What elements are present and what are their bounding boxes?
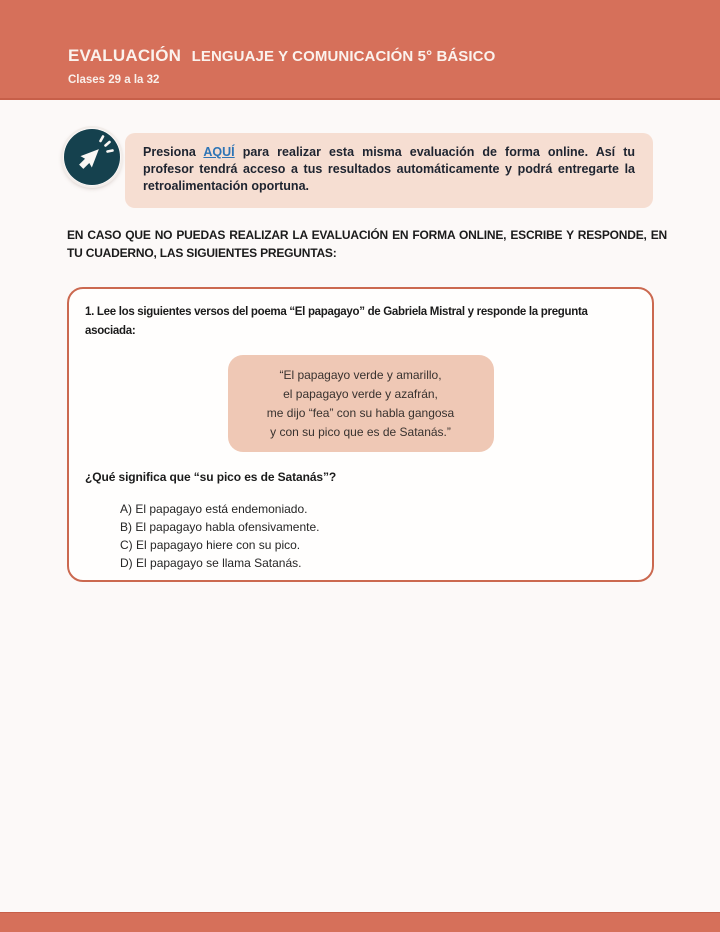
online-notice-box [125,133,653,208]
option-d-label: D) [120,556,133,570]
option-a-label: A) [120,502,132,516]
title-subject: LENGUAJE Y COMUNICACIÓN 5° BÁSICO [191,48,496,65]
question-card [67,287,654,582]
header-band [0,0,720,100]
question-prompt: 1. Lee los siguientes versos del poema “El papagayo” de Gabriela Mistral y responde la pregunta asociada: [85,306,588,337]
notice-text-post: para realizar esta misma evaluación de forma online. Así tu profesor tendrá acceso a tus resultados automáticamente y podrá entregarte la retroalimentación oportuna. [143,145,635,193]
cursor-click-icon-svg [63,128,121,186]
option-c-text: El papagayo hiere con su pico. [136,538,301,552]
page-title [68,46,495,66]
question-text: ¿Qué significa que “su pico es de Satanás”? [85,470,337,484]
poem-line: y con su pico que es de Satanás.” [270,425,451,439]
poem-box [228,355,494,452]
option-b [120,518,652,536]
option-a [120,500,652,518]
option-c-label: C) [120,538,133,552]
option-d [120,554,652,572]
option-c [120,536,652,554]
header-classes-range: Clases 29 a la 32 [68,74,160,86]
poem-line: “El papagayo verde y amarillo, [279,368,442,382]
option-d-text: El papagayo se llama Satanás. [136,556,302,570]
footer-band [0,912,720,932]
offline-instruction-text: EN CASO QUE NO PUEDAS REALIZAR LA EVALUACIÓN EN FORMA ONLINE, ESCRIBE Y RESPONDE, EN TU CUADERNO, LAS SIGUIENTES PREGUNTAS: [67,228,667,260]
options-list [120,500,652,572]
notice-text-pre: Presiona [143,145,196,159]
cursor-click-icon [63,128,121,186]
title-evaluacion: EVALUACIÓN [68,46,182,65]
online-notice-text [143,144,635,195]
option-b-text: El papagayo habla ofensivamente. [135,520,320,534]
poem-line: el papagayo verde y azafrán, [283,387,438,401]
online-evaluation-link[interactable]: AQUÍ [203,145,235,159]
poem-line: me dijo “fea” con su habla gangosa [266,406,455,420]
option-a-text: El papagayo está endemoniado. [135,502,308,516]
option-b-label: B) [120,520,132,534]
